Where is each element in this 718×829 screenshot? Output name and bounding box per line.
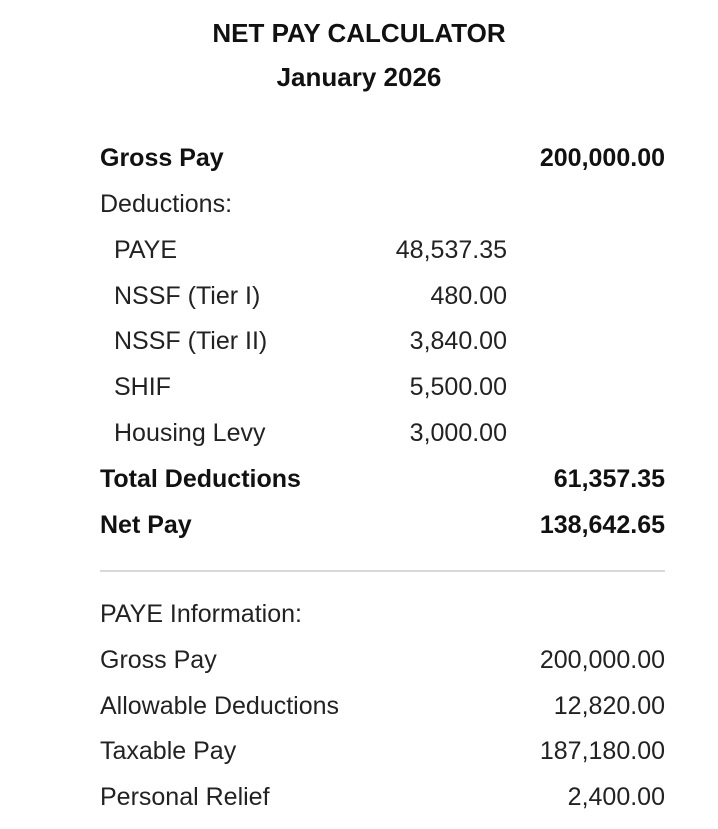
gross-pay-row [100, 138, 665, 178]
deduction-label: NSSF (Tier I) [114, 282, 261, 310]
net-pay-row [100, 505, 665, 545]
deduction-label: NSSF (Tier II) [114, 327, 268, 355]
deduction-value: 48,537.35 [395, 236, 507, 264]
paye-info-label: Personal Relief [100, 783, 270, 811]
deduction-row [100, 367, 665, 407]
deductions-heading-row [100, 184, 665, 224]
deductions-heading: Deductions: [100, 190, 233, 218]
deduction-row [100, 276, 665, 316]
paye-info-row [100, 640, 665, 680]
net-pay-label: Net Pay [100, 511, 192, 539]
document-title: NET PAY CALCULATOR [212, 18, 506, 48]
paye-info-heading: PAYE Information: [100, 600, 302, 628]
pay-period: January 2026 [276, 62, 442, 92]
deduction-row [100, 321, 665, 361]
net-pay-value: 138,642.65 [539, 511, 665, 539]
paye-info-value: 12,820.00 [553, 692, 665, 720]
deduction-row [100, 230, 665, 270]
deduction-value: 3,000.00 [409, 419, 507, 447]
gross-pay-value: 200,000.00 [539, 144, 665, 172]
total-deductions-value: 61,357.35 [553, 465, 665, 493]
paye-info-heading-row [100, 594, 665, 634]
paye-info-label: Allowable Deductions [100, 692, 340, 720]
paye-info-value: 187,180.00 [539, 737, 665, 765]
deduction-label: SHIF [114, 373, 171, 401]
paye-info-row [100, 686, 665, 726]
paye-info-label: Taxable Pay [100, 737, 237, 765]
deduction-value: 480.00 [430, 282, 507, 310]
deduction-row [100, 413, 665, 453]
total-deductions-row [100, 459, 665, 499]
paye-info-row [100, 731, 665, 771]
deduction-label: Housing Levy [114, 419, 266, 447]
paye-info-label: Gross Pay [100, 646, 217, 674]
section-divider [100, 570, 665, 572]
paye-info-row [100, 777, 665, 817]
total-deductions-label: Total Deductions [100, 465, 301, 493]
gross-pay-label: Gross Pay [100, 144, 224, 172]
deduction-label: PAYE [114, 236, 177, 264]
paye-info-value: 200,000.00 [539, 646, 665, 674]
paye-info-value: 2,400.00 [567, 783, 665, 811]
deduction-value: 3,840.00 [409, 327, 507, 355]
deduction-value: 5,500.00 [409, 373, 507, 401]
